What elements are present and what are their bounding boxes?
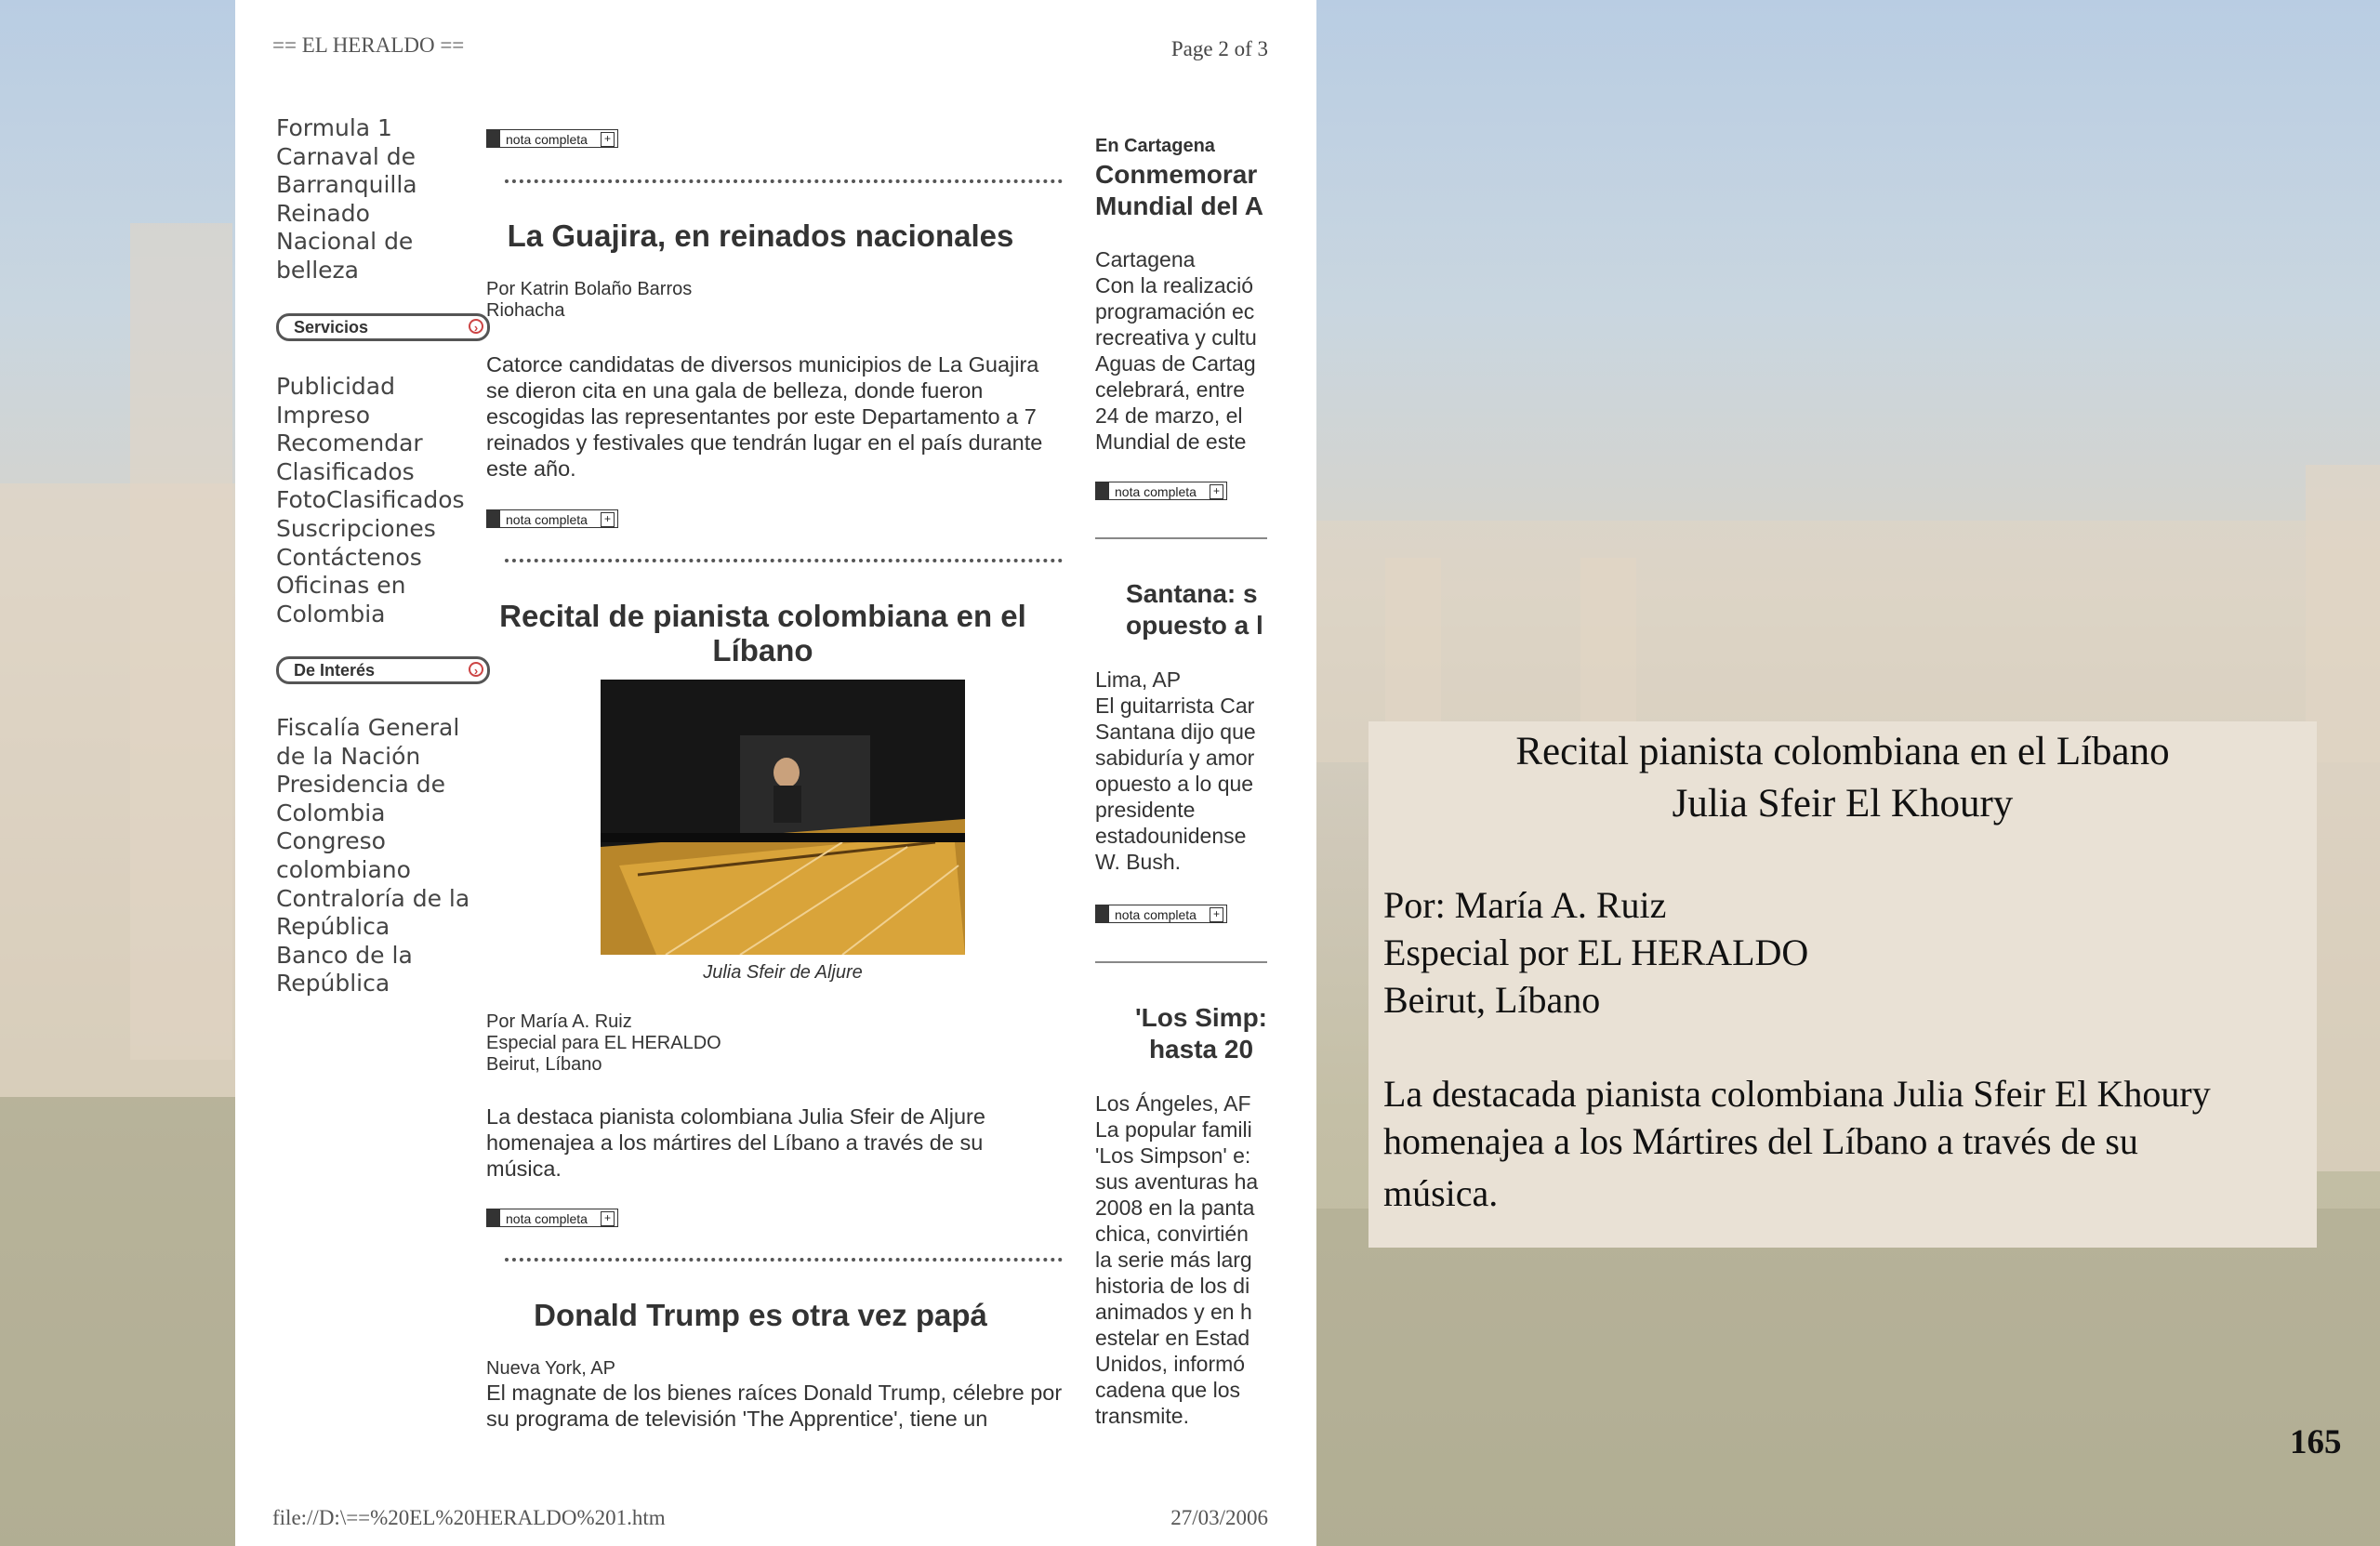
nav-link[interactable]: Contraloría de la (276, 884, 470, 912)
full-story-button[interactable]: nota completa + (1095, 482, 1227, 500)
nav-link[interactable]: Suscripciones (276, 514, 436, 542)
nav-interes (276, 714, 499, 998)
nav-servicios (276, 373, 499, 628)
interes-header[interactable] (276, 656, 490, 684)
article-summary: La destaca pianista colombiana Julia Sfeir de Aljure homenajea a los mártires del Líbano a través de su música. (486, 1104, 985, 1181)
summary-text: homenajea a los Mártires del Líbano a través de su (1383, 1120, 2138, 1162)
nav-link[interactable]: Congreso (276, 827, 386, 855)
summary-place: Beirut, Líbano (1383, 979, 1601, 1021)
nav-link[interactable]: belleza (276, 256, 359, 284)
piano-illustration (601, 680, 965, 955)
nav-link[interactable]: Contáctenos (276, 543, 422, 571)
article-summary: Catorce candidatas de diversos municipios de La Guajira se dieron cita en una gala de belleza, donde fueron escogidas las representantes por este Departamento a 7 reinados y festivales que tendrán lugar en el país durante este año. (486, 352, 1043, 481)
dotted-divider (505, 1258, 1063, 1262)
right-summary: Cartagena Con la realizació programación ec recreativa y cultu Aguas de Cartag celebrará, entre 24 de marzo, el Mundial de este (1095, 247, 1257, 454)
nav-link[interactable]: Banco de la (276, 941, 413, 969)
article-byline: Por María A. Ruiz Especial para EL HERALDO Beirut, Líbano (486, 1011, 721, 1075)
nav-link[interactable]: de la Nación (276, 742, 421, 770)
article-byline: Nueva York, AP (486, 1358, 615, 1379)
nav-link[interactable]: República (276, 970, 390, 998)
column-divider (1095, 537, 1267, 539)
article-headline[interactable]: Recital de pianista colombiana en el Líbano (499, 599, 1026, 667)
nav-link[interactable]: Presidencia de (276, 771, 446, 799)
newspaper-page (235, 0, 1316, 1546)
full-story-button[interactable]: nota completa + (1095, 905, 1227, 923)
arrow-circle-icon: › (469, 662, 483, 677)
right-headline[interactable]: 'Los Simp: hasta 20 (1135, 1003, 1267, 1064)
nav-link[interactable]: Fiscalía General (276, 714, 460, 741)
article-byline: Por Katrin Bolaño Barros Riohacha (486, 279, 693, 321)
arrow-circle-icon: › (469, 319, 483, 334)
right-summary: Lima, AP El guitarrista Car Santana dijo que sabiduría y amor opuesto a lo que presidente estadounidense W. Bush. (1095, 667, 1256, 874)
dotted-divider (505, 179, 1063, 183)
summary-special: Especial por EL HERALDO (1383, 932, 1809, 973)
nav-link[interactable]: Colombia (276, 799, 386, 826)
right-headline[interactable]: Conmemorar Mundial del A (1095, 160, 1263, 220)
nav-link[interactable]: Carnaval de (276, 142, 416, 170)
nav-link[interactable]: Formula 1 (276, 114, 392, 141)
masthead: == EL HERALDO == (272, 33, 465, 57)
nav-link[interactable]: Barranquilla (276, 171, 417, 199)
page-indicator: Page 2 of 3 (1170, 37, 1268, 60)
article-headline[interactable]: Donald Trump es otra vez papá (534, 1298, 987, 1332)
summary-text: música. (1383, 1172, 1499, 1214)
pianist-photo[interactable] (601, 680, 965, 955)
article-headline[interactable]: La Guajira, en reinados nacionales (507, 218, 1014, 253)
article-summary: El magnate de los bienes raíces Donald Trump, célebre por su programa de televisión 'The Apprentice', tiene un (486, 1381, 1063, 1431)
nav-link[interactable]: Reinado (276, 199, 370, 227)
summary-subtitle: Julia Sfeir El Khoury (1672, 782, 2014, 826)
nav-link[interactable]: Recomendar (276, 429, 423, 457)
servicios-label: Servicios (294, 318, 369, 337)
nav-link[interactable]: Nacional de (276, 228, 414, 256)
servicios-header[interactable] (276, 313, 490, 341)
summary-box (1368, 721, 2317, 1248)
column-divider (1095, 961, 1267, 963)
full-story-button[interactable]: nota completa + (486, 1209, 618, 1227)
nav-link[interactable]: Clasificados (276, 457, 415, 485)
interes-label: De Interés (294, 661, 376, 680)
nav-link[interactable]: FotoClasificados (276, 486, 465, 514)
slide-number: 165 (2290, 1423, 2342, 1461)
summary-author: Por: María A. Ruiz (1383, 884, 1667, 926)
nav-sections (276, 114, 499, 285)
right-summary: Los Ángeles, AF La popular famili 'Los Simpson' e: sus aventuras ha 2008 en la panta chica, convirtién la serie más larg historia de los di animados y en h estelar en Estad Unidos, informó cadena que los transmite. (1095, 1091, 1259, 1428)
summary-title: Recital pianista colombiana en el Líbano (1515, 730, 2170, 773)
full-story-button[interactable]: nota completa + (486, 509, 618, 528)
photo-caption: Julia Sfeir de Aljure (703, 962, 863, 983)
nav-link[interactable]: Colombia (276, 600, 386, 628)
right-kicker: En Cartagena (1095, 136, 1215, 156)
nav-link[interactable]: Impreso (276, 401, 371, 429)
full-story-button[interactable]: nota completa + (486, 129, 618, 148)
nav-link[interactable]: colombiano (276, 855, 411, 883)
nav-link[interactable]: República (276, 913, 390, 941)
file-path: file://D:\==%20EL%20HERALDO%201.htm (272, 1506, 666, 1529)
nav-link[interactable]: Publicidad (276, 373, 395, 400)
dotted-divider (505, 559, 1063, 562)
nav-link[interactable]: Oficinas en (276, 572, 406, 600)
summary-text: La destacada pianista colombiana Julia Sfeir El Khoury (1383, 1073, 2211, 1115)
right-headline[interactable]: Santana: s opuesto a l (1126, 579, 1263, 640)
print-date: 27/03/2006 (1170, 1506, 1268, 1529)
